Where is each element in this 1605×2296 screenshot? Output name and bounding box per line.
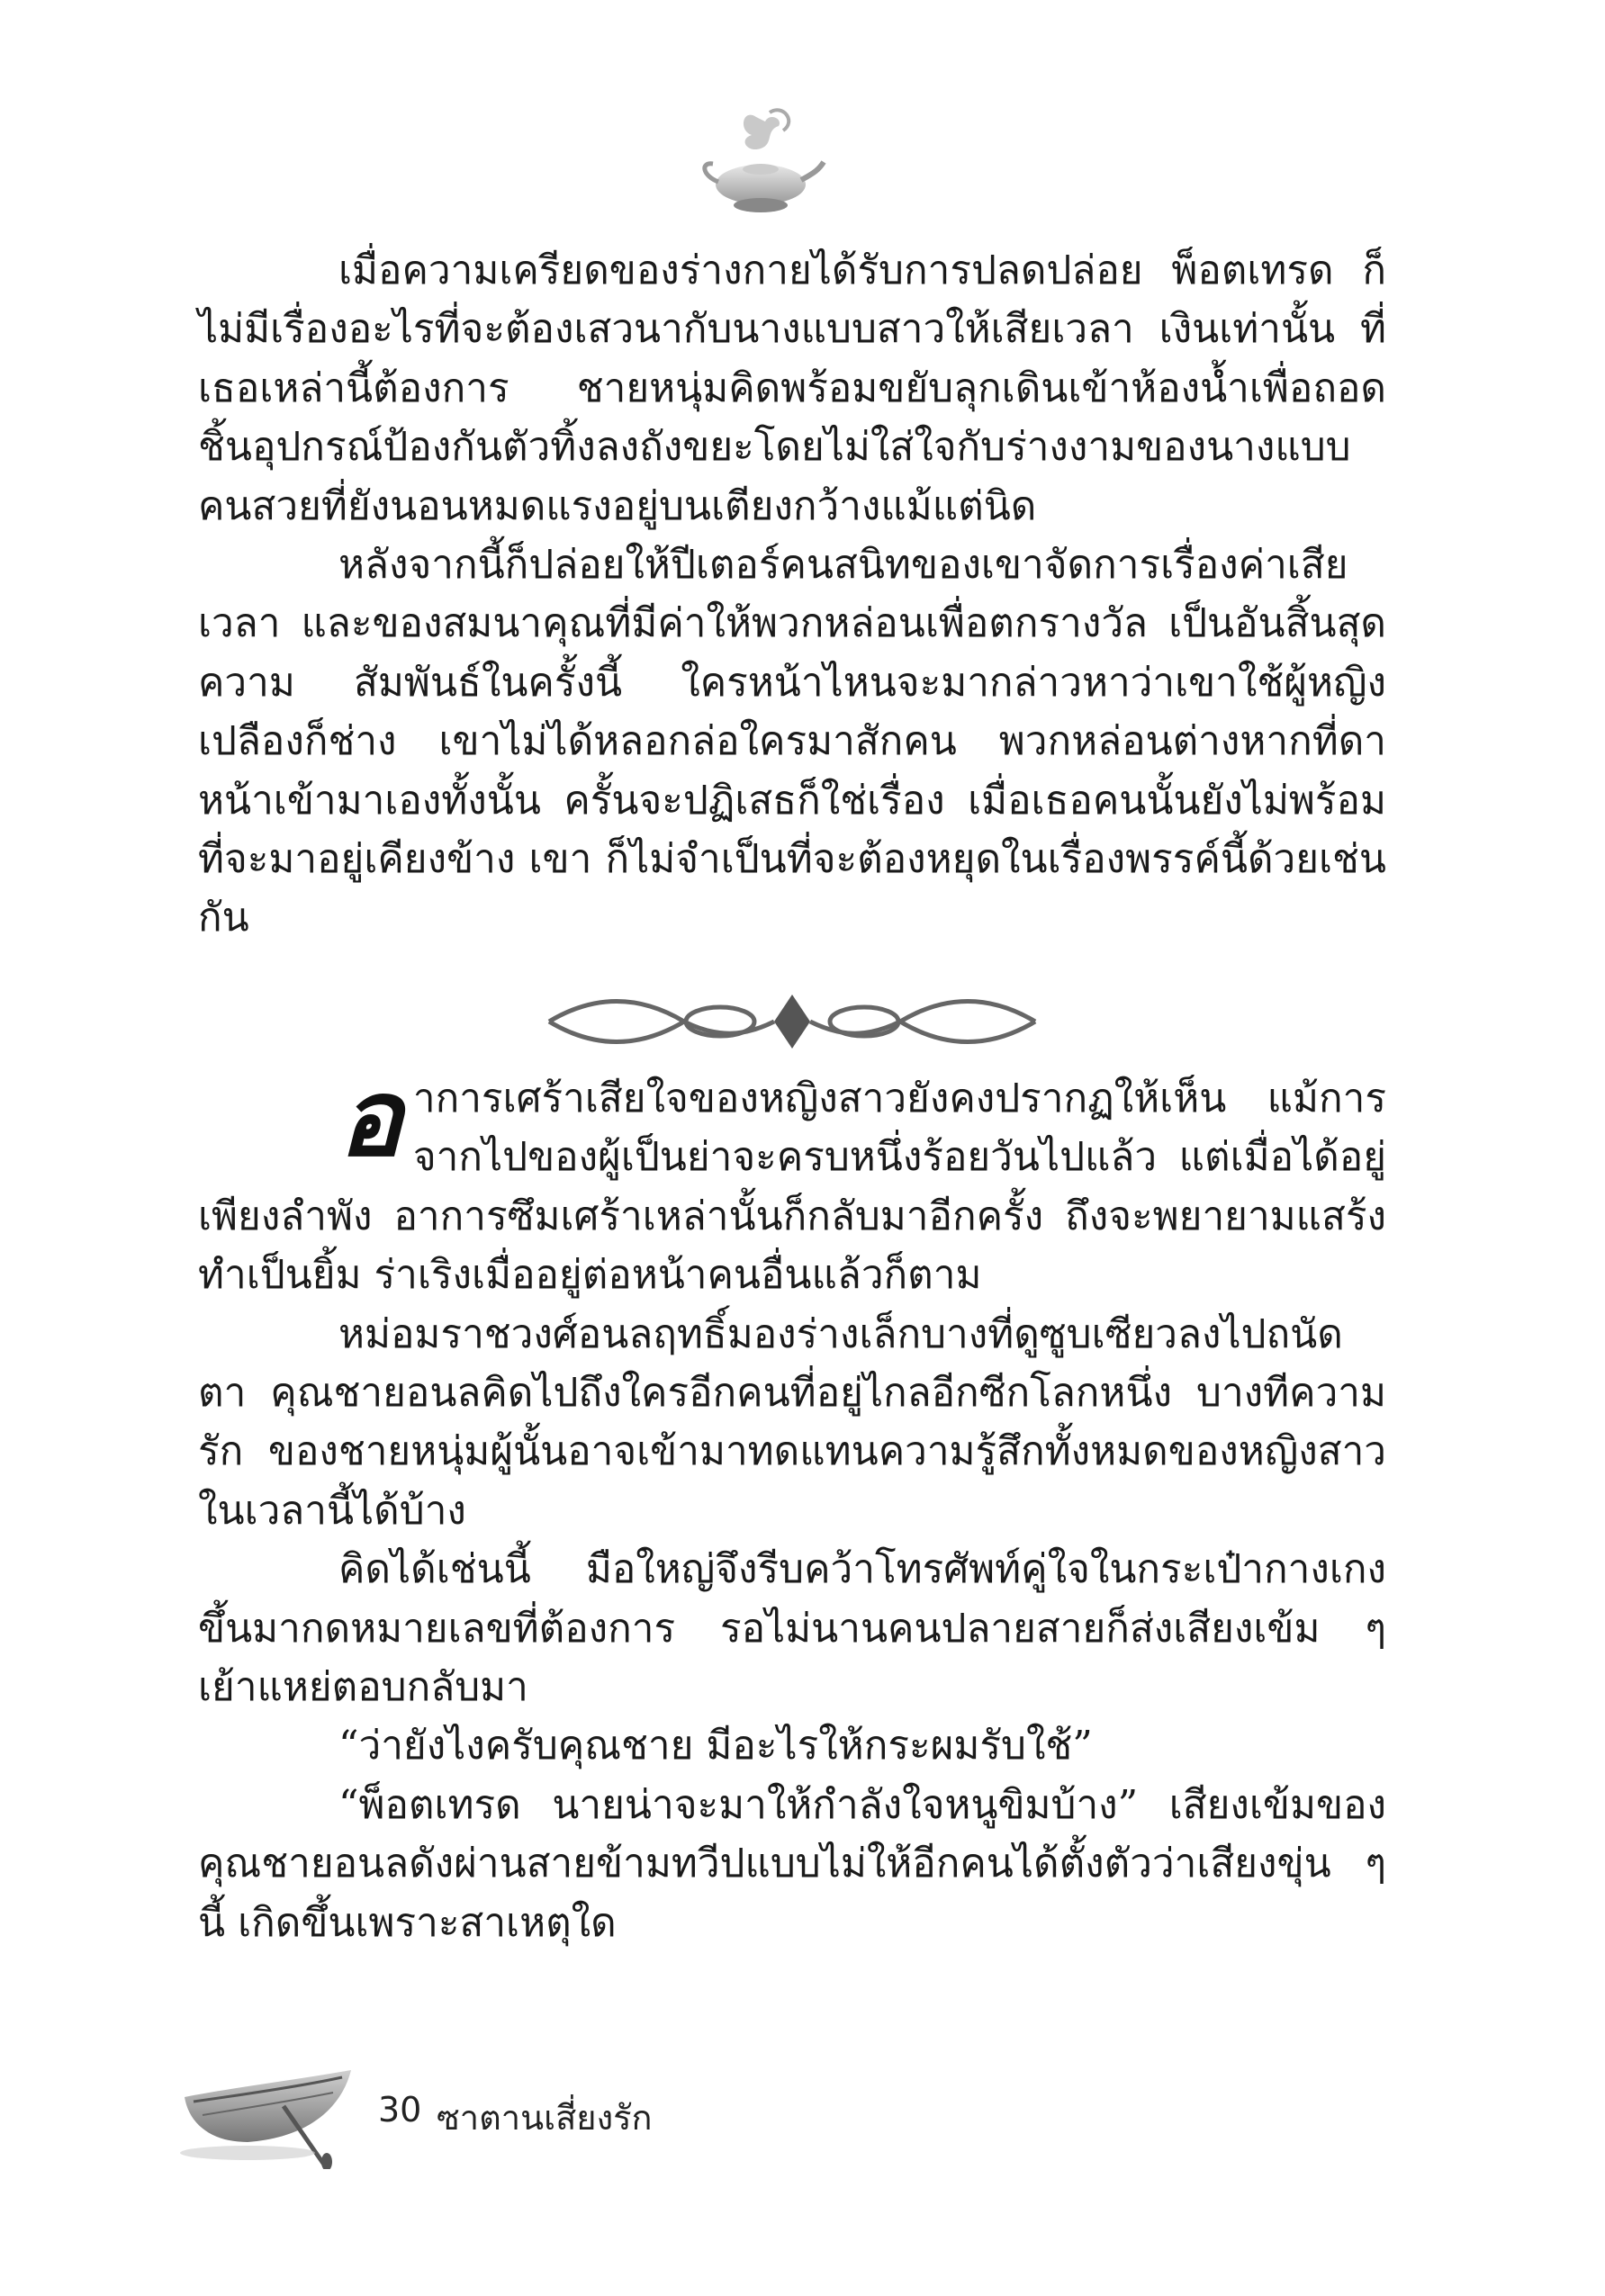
text-block-1 [198, 241, 1386, 948]
paragraph: เมื่อความเครียดของร่างกายได้รับการปลดปล่อย พ็อตเทรด ก็ไม่มีเรื่องอะไรที่จะต้องเสวนากับนางแบบสาวให้เสียเวลา เงินเท่านั้น ที่เธอเหล่านี้ต้องการ ชายหนุ่มคิดพร้อมขยับลุกเดินเข้าห้องน้ำเพื่อถอด ชิ้นอุปกรณ์ป้องกันตัวทิ้งลงถังขยะโดยไม่ใส่ใจกับร่างงามของนางแบบ คนสวยที่ยังนอนหมดแรงอยู่บนเตียงกว้างแม้แต่นิด [198, 248, 1386, 529]
paragraph: “ว่ายังไงครับคุณชาย มีอะไรให้กระผมรับใช้” [338, 1723, 1093, 1769]
paragraph: หลังจากนี้ก็ปล่อยให้ปีเตอร์คนสนิทของเขาจัดการเรื่องค่าเสียเวลา และของสมนาคุณที่มีค่าให้พวกหล่อนเพื่อตกรางวัล เป็นอันสิ้นสุดความ สัมพันธ์ในครั้งนี้ ใครหน้าไหนจะมากล่าวหาว่าเขาใช้ผู้หญิงเปลืองก็ช่าง เขาไม่ได้หลอกล่อใครมาสักคน พวกหล่อนต่างหากที่ดาหน้าเข้ามาเองทั้งนั้น ครั้นจะปฏิเสธก็ใช่เรื่อง เมื่อเธอคนนั้นยังไม่พร้อมที่จะมาอยู่เคียงข้าง เขา ก็ไม่จำเป็นที่จะต้องหยุดในเรื่องพรรค์นี้ด้วยเช่นกัน [198, 542, 1386, 941]
drop-cap: อ [338, 1056, 402, 1180]
book-title: ซาตานเสี่ยงรัก [437, 2098, 653, 2138]
paragraph: คิดได้เช่นนี้ มือใหญ่จึงรีบคว้าโทรศัพท์คู่ใจในกระเป๋ากางเกง ขึ้นมากดหมายเลขที่ต้องการ รอไม่นานคนปลายสายก็ส่งเสียงเข้ม ๆ เย้าแหย่ตอบกลับมา [198, 1546, 1386, 1711]
paragraph: “พ็อตเทรด นายน่าจะมาให้กำลังใจหนูขิมบ้าง” เสียงเข้มของ คุณชายอนลดังผ่านสายข้ามทวีปแบบไม่ให้อีกคนได้ตั้งตัวว่าเสียงขุ่น ๆ นี้ เกิดขึ้นเพราะสาเหตุใด [198, 1781, 1386, 1946]
boat-icon [176, 2052, 356, 2169]
page-footer [176, 2052, 806, 2178]
paragraph: าการเศร้าเสียใจของหญิงสาวยังคงปรากฏให้เห็น แม้การ จากไปของผู้เป็นย่าจะครบหนึ่งร้อยวันไปแล้ว แต่เมื่อได้อยู่เพียงลำพัง อาการซึมเศร้าเหล่านั้นก็กลับมาอีกครั้ง ถึงจะพยายามแสร้งทำเป็นยิ้ม ร่าเริงเมื่ออยู่ต่อหน้าคนอื่นแล้วก็ตาม [198, 1076, 1386, 1299]
lamp-ornament-icon [693, 99, 828, 234]
scroll-divider-icon [540, 986, 1044, 1058]
paragraph: หม่อมราชวงศ์อนลฤทธิ์มองร่างเล็กบางที่ดูซูบเซียวลงไปถนัดตา คุณชายอนลคิดไปถึงใครอีกคนที่อยู่ไกลอีกซีกโลกหนึ่ง บางทีความรัก ของชายหนุ่มผู้นั้นอาจเข้ามาทดแทนความรู้สึกทั้งหมดของหญิงสาว ในเวลานี้ได้บ้าง [198, 1310, 1386, 1534]
text-block-2 [198, 1056, 1386, 1952]
page-number: 30 [378, 2090, 422, 2129]
